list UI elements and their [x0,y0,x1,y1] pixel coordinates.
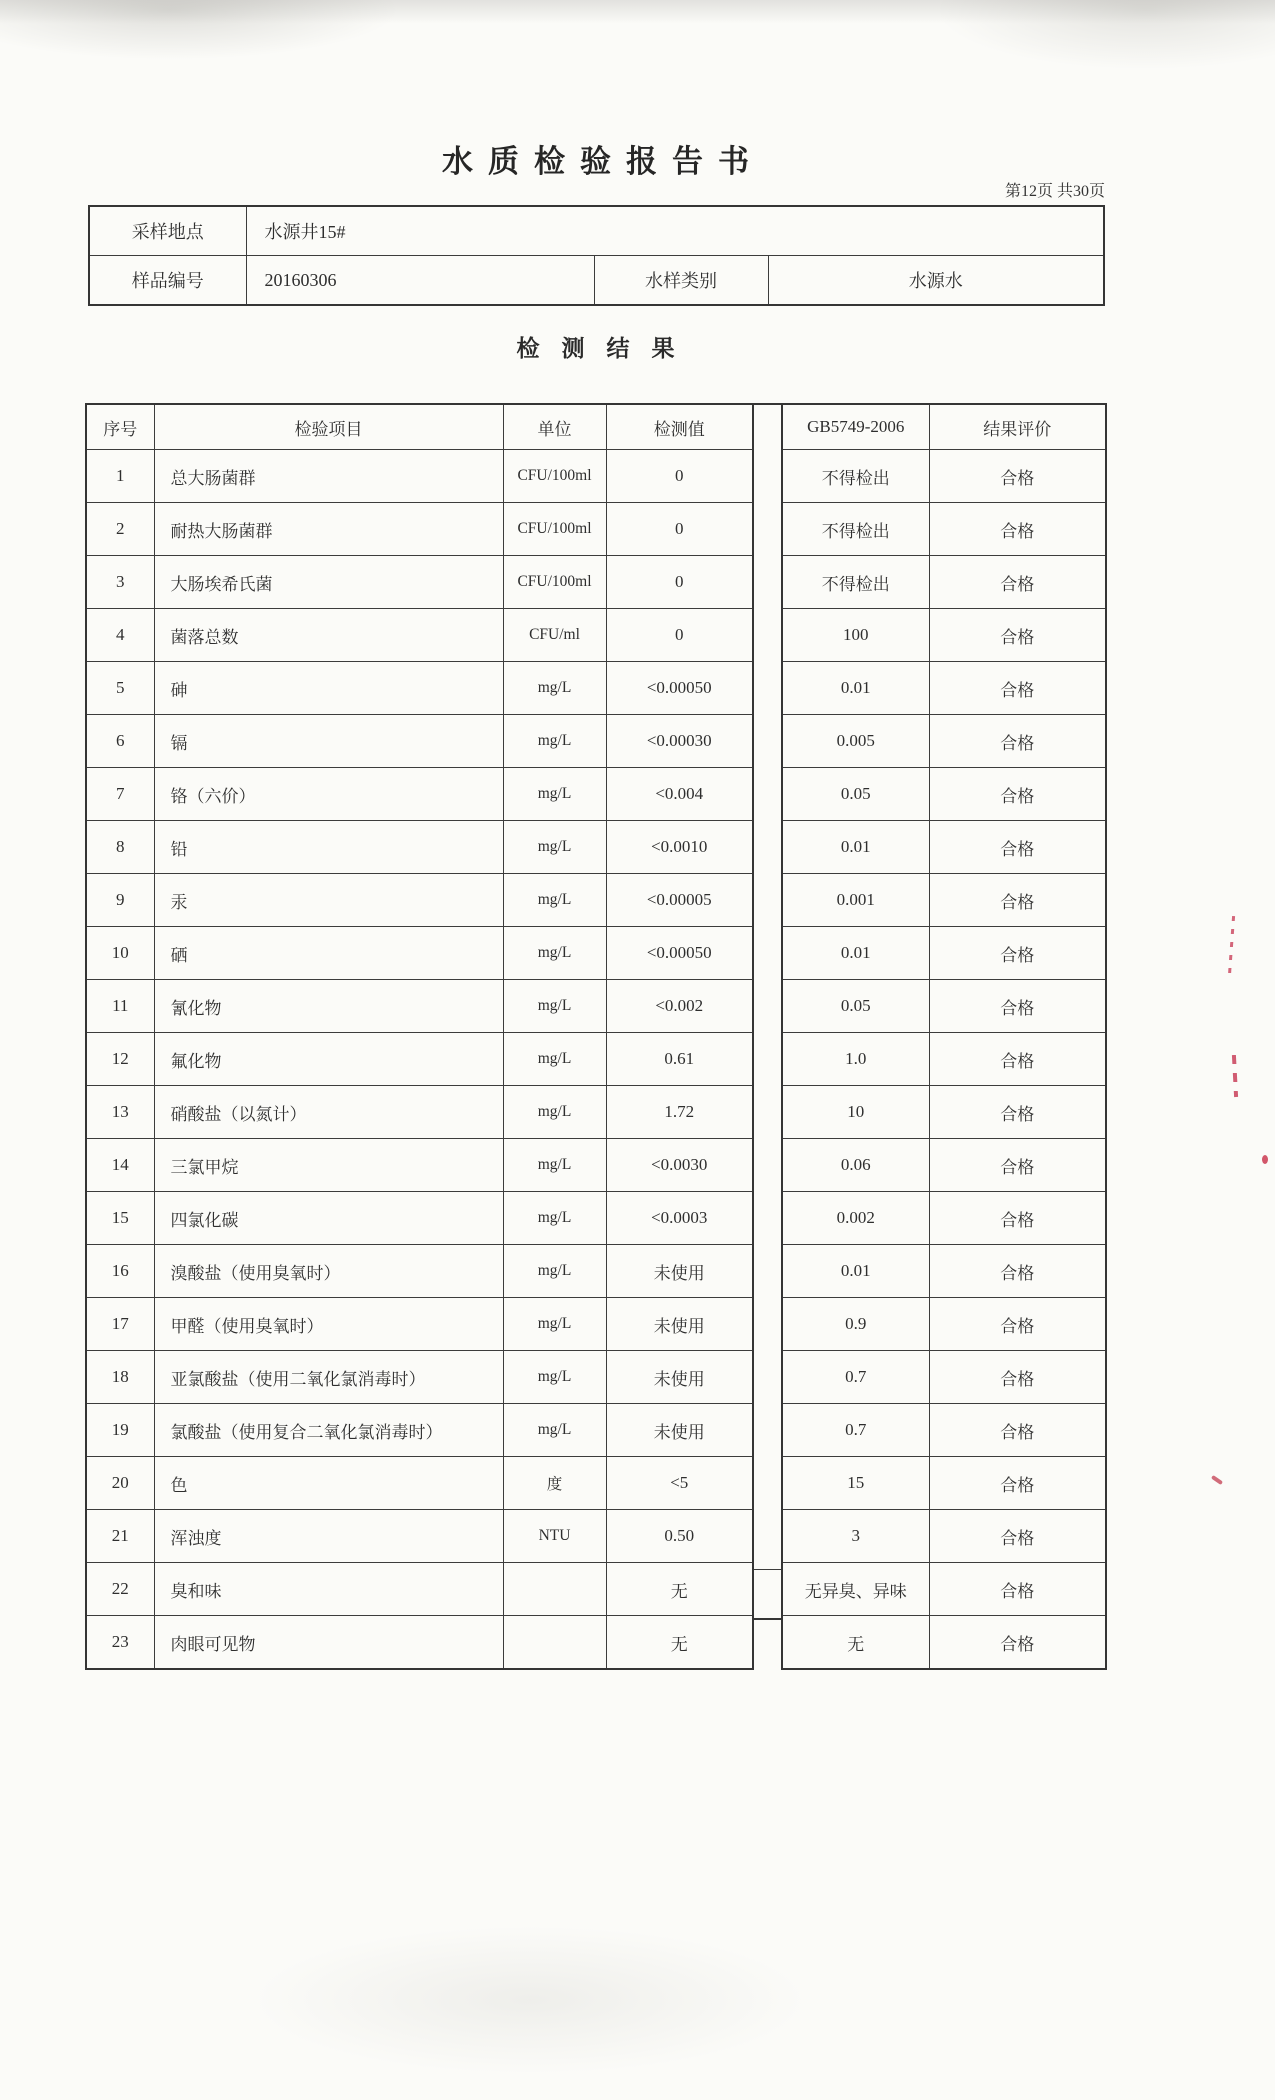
row-item: 砷 [154,662,503,715]
result-row [86,1563,753,1616]
sample-info-table [88,205,1105,306]
row-unit: mg/L [503,1404,606,1457]
row-item: 硒 [154,927,503,980]
row-unit [503,1563,606,1616]
row-evaluation: 合格 [929,1457,1106,1510]
red-pen-mark [1228,916,1235,976]
result-row [86,450,753,503]
row-value: 0 [606,503,753,556]
result-row-standard [782,450,1106,503]
row-unit: mg/L [503,715,606,768]
row-item: 三氯甲烷 [154,1139,503,1192]
result-row [86,1298,753,1351]
row-unit: CFU/ml [503,609,606,662]
row-value: 0.50 [606,1510,753,1563]
row-unit: CFU/100ml [503,450,606,503]
row-value: 1.72 [606,1086,753,1139]
row-item: 氟化物 [154,1033,503,1086]
sample-location-value: 水源井15# [246,206,1104,256]
row-unit: mg/L [503,980,606,1033]
row-no: 5 [86,662,154,715]
row-item: 铬（六价） [154,768,503,821]
row-value: <0.00005 [606,874,753,927]
result-row-standard [782,1351,1106,1404]
row-value: 未使用 [606,1298,753,1351]
result-row [86,874,753,927]
row-standard: 0.01 [782,821,929,874]
row-unit: CFU/100ml [503,556,606,609]
row-no: 16 [86,1245,154,1298]
result-row [86,1139,753,1192]
result-row [86,927,753,980]
row-value: <0.0003 [606,1192,753,1245]
row-evaluation: 合格 [929,715,1106,768]
result-row-standard [782,874,1106,927]
row-standard: 3 [782,1510,929,1563]
result-row-standard [782,768,1106,821]
report-title: 水质检验报告书 [442,144,764,179]
row-standard: 0.001 [782,874,929,927]
row-item: 氯酸盐（使用复合二氧化氯消毒时） [154,1404,503,1457]
row-item: 氰化物 [154,980,503,1033]
row-evaluation: 合格 [929,556,1106,609]
result-row-standard [782,662,1106,715]
row-value: 未使用 [606,1404,753,1457]
water-type-value: 水源水 [768,256,1104,306]
row-value: <0.00030 [606,715,753,768]
row-evaluation: 合格 [929,503,1106,556]
result-row-standard [782,1139,1106,1192]
row-item: 色 [154,1457,503,1510]
red-pen-mark [1211,1475,1223,1485]
row-evaluation: 合格 [929,1245,1106,1298]
row-standard: 不得检出 [782,450,929,503]
row-standard: 无异臭、异味 [782,1563,929,1616]
row-value: 未使用 [606,1351,753,1404]
row-no: 20 [86,1457,154,1510]
row-no: 10 [86,927,154,980]
row-value: <0.00050 [606,662,753,715]
row-standard: 15 [782,1457,929,1510]
header-item: 检验项目 [154,404,503,450]
row-value: 0 [606,450,753,503]
result-row [86,662,753,715]
row-evaluation: 合格 [929,1192,1106,1245]
row-unit: mg/L [503,927,606,980]
result-row-standard [782,1563,1106,1616]
row-no: 12 [86,1033,154,1086]
result-row [86,768,753,821]
row-no: 22 [86,1563,154,1616]
row-no: 2 [86,503,154,556]
result-row-standard [782,1404,1106,1457]
row-item: 铅 [154,821,503,874]
row-evaluation: 合格 [929,1563,1106,1616]
result-row-standard [782,1192,1106,1245]
result-row [86,1245,753,1298]
row-evaluation: 合格 [929,450,1106,503]
row-item: 臭和味 [154,1563,503,1616]
row-no: 8 [86,821,154,874]
result-row-standard [782,556,1106,609]
row-standard: 0.005 [782,715,929,768]
result-row-standard [782,1245,1106,1298]
row-unit: mg/L [503,874,606,927]
result-row [86,1457,753,1510]
row-value: <0.00050 [606,927,753,980]
row-evaluation: 合格 [929,1404,1106,1457]
scan-shading-blob [250,1925,810,2075]
sample-location-row [89,206,1104,256]
row-value: 未使用 [606,1245,753,1298]
sample-number-value: 20160306 [246,256,594,306]
sample-number-row [89,256,1104,306]
result-row-standard [782,609,1106,662]
row-item: 菌落总数 [154,609,503,662]
row-standard: 0.9 [782,1298,929,1351]
row-item: 亚氯酸盐（使用二氧化氯消毒时） [154,1351,503,1404]
table-gap-border [752,403,781,1620]
row-evaluation: 合格 [929,1616,1106,1670]
result-row [86,1510,753,1563]
row-value: 无 [606,1616,753,1670]
row-no: 23 [86,1616,154,1670]
header-evaluation: 结果评价 [929,404,1106,450]
row-standard: 0.7 [782,1404,929,1457]
results-header-row [782,404,1106,450]
row-item: 浑浊度 [154,1510,503,1563]
row-value: <0.0010 [606,821,753,874]
row-item: 耐热大肠菌群 [154,503,503,556]
row-no: 11 [86,980,154,1033]
result-row [86,980,753,1033]
row-unit: mg/L [503,1033,606,1086]
row-evaluation: 合格 [929,609,1106,662]
row-item: 总大肠菌群 [154,450,503,503]
row-evaluation: 合格 [929,927,1106,980]
row-evaluation: 合格 [929,1298,1106,1351]
scan-shading-top [0,0,1275,26]
row-item: 硝酸盐（以氮计） [154,1086,503,1139]
row-no: 9 [86,874,154,927]
result-row [86,556,753,609]
row-standard: 不得检出 [782,556,929,609]
row-no: 13 [86,1086,154,1139]
row-standard: 0.05 [782,980,929,1033]
row-value: <0.004 [606,768,753,821]
page-number: 第12页 共30页 [1004,183,1105,200]
row-unit: NTU [503,1510,606,1563]
row-no: 15 [86,1192,154,1245]
row-no: 18 [86,1351,154,1404]
row-evaluation: 合格 [929,768,1106,821]
row-standard: 0.06 [782,1139,929,1192]
row-unit: mg/L [503,768,606,821]
row-value: 0 [606,556,753,609]
header-no: 序号 [86,404,154,450]
row-no: 19 [86,1404,154,1457]
result-row [86,1086,753,1139]
row-evaluation: 合格 [929,1510,1106,1563]
result-row [86,1404,753,1457]
table-gap-line [752,1569,781,1570]
row-standard: 0.05 [782,768,929,821]
result-row [86,1192,753,1245]
result-row-standard [782,1033,1106,1086]
water-type-label: 水样类别 [594,256,768,306]
red-pen-mark [1232,1055,1238,1097]
result-row [86,503,753,556]
row-evaluation: 合格 [929,980,1106,1033]
row-no: 7 [86,768,154,821]
row-value: 无 [606,1563,753,1616]
result-row [86,1351,753,1404]
row-no: 21 [86,1510,154,1563]
results-table-right [781,403,1107,1670]
result-row [86,1616,753,1670]
results-header-row [86,404,753,450]
row-value: <0.0030 [606,1139,753,1192]
row-value: <5 [606,1457,753,1510]
row-no: 6 [86,715,154,768]
row-unit: mg/L [503,821,606,874]
results-table-left [85,403,754,1670]
result-row [86,715,753,768]
row-item: 四氯化碳 [154,1192,503,1245]
header-standard: GB5749-2006 [782,404,929,450]
row-item: 甲醛（使用臭氧时） [154,1298,503,1351]
sample-location-label: 采样地点 [89,206,246,256]
result-row-standard [782,1510,1106,1563]
row-evaluation: 合格 [929,1086,1106,1139]
row-unit: 度 [503,1457,606,1510]
result-row-standard [782,927,1106,980]
result-row-standard [782,503,1106,556]
result-row-standard [782,1298,1106,1351]
row-standard: 100 [782,609,929,662]
result-row [86,1033,753,1086]
result-row [86,821,753,874]
row-standard: 0.7 [782,1351,929,1404]
row-no: 1 [86,450,154,503]
row-unit: mg/L [503,1192,606,1245]
red-pen-mark [1262,1155,1268,1164]
row-evaluation: 合格 [929,821,1106,874]
row-unit: mg/L [503,1298,606,1351]
result-row-standard [782,821,1106,874]
section-title: 检测结果 [516,336,697,361]
result-row-standard [782,715,1106,768]
row-evaluation: 合格 [929,1139,1106,1192]
row-unit: mg/L [503,662,606,715]
result-row-standard [782,1457,1106,1510]
row-standard: 0.002 [782,1192,929,1245]
row-standard: 无 [782,1616,929,1670]
row-no: 3 [86,556,154,609]
row-standard: 10 [782,1086,929,1139]
row-unit [503,1616,606,1670]
row-standard: 1.0 [782,1033,929,1086]
row-no: 14 [86,1139,154,1192]
row-standard: 0.01 [782,927,929,980]
row-unit: CFU/100ml [503,503,606,556]
row-unit: mg/L [503,1139,606,1192]
row-no: 4 [86,609,154,662]
row-value: <0.002 [606,980,753,1033]
row-no: 17 [86,1298,154,1351]
row-evaluation: 合格 [929,662,1106,715]
row-item: 肉眼可见物 [154,1616,503,1670]
sample-number-label: 样品编号 [89,256,246,306]
result-row [86,609,753,662]
result-row-standard [782,980,1106,1033]
row-item: 大肠埃希氏菌 [154,556,503,609]
header-value: 检测值 [606,404,753,450]
row-item: 汞 [154,874,503,927]
row-value: 0.61 [606,1033,753,1086]
row-value: 0 [606,609,753,662]
header-unit: 单位 [503,404,606,450]
row-evaluation: 合格 [929,874,1106,927]
row-evaluation: 合格 [929,1033,1106,1086]
row-standard: 不得检出 [782,503,929,556]
result-row-standard [782,1616,1106,1670]
row-standard: 0.01 [782,1245,929,1298]
row-unit: mg/L [503,1245,606,1298]
row-evaluation: 合格 [929,1351,1106,1404]
row-unit: mg/L [503,1351,606,1404]
result-row-standard [782,1086,1106,1139]
row-item: 溴酸盐（使用臭氧时） [154,1245,503,1298]
row-item: 镉 [154,715,503,768]
row-standard: 0.01 [782,662,929,715]
row-unit: mg/L [503,1086,606,1139]
